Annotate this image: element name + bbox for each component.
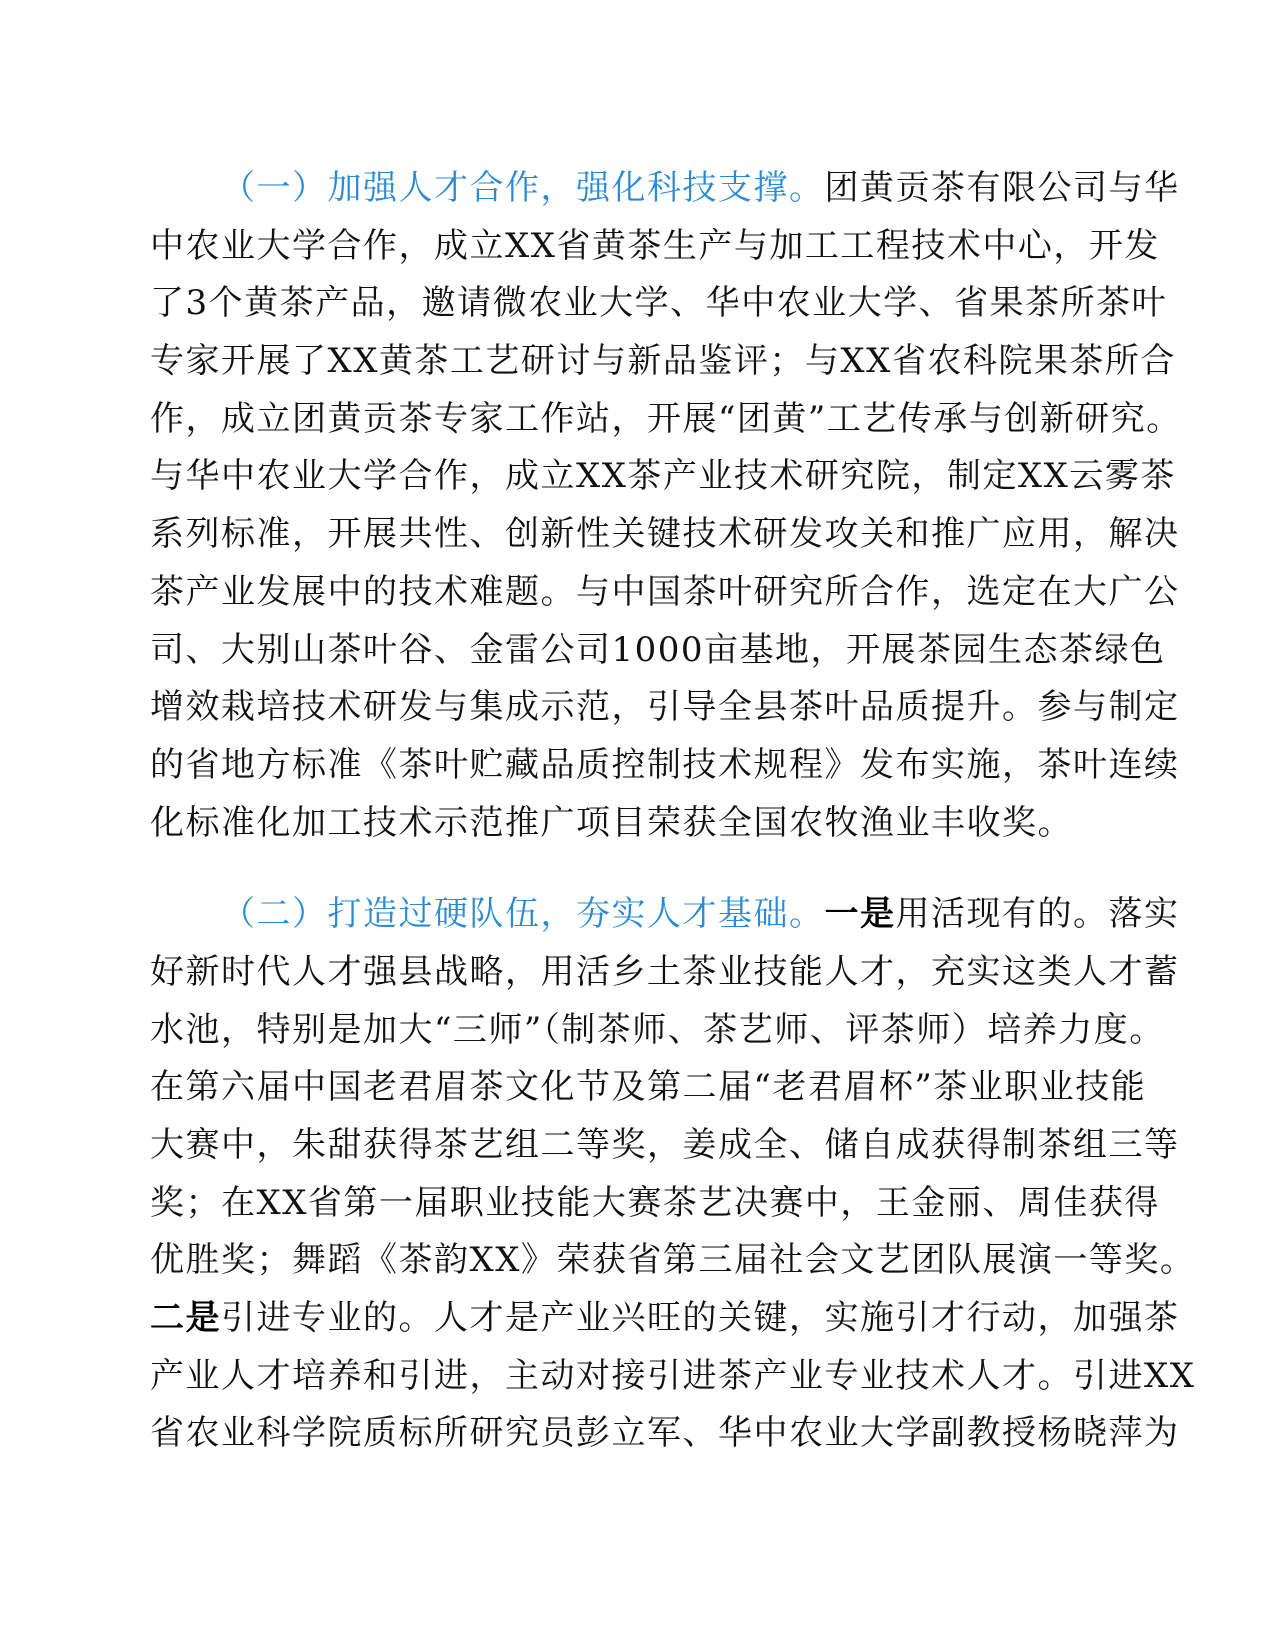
text-line <box>150 886 1180 944</box>
section-heading-2: （二）打造过硬队伍，夯实人才基础。 <box>221 894 825 935</box>
text-line: 司、大别山茶叶谷、金雷公司1000亩基地，开展茶园生态茶绿色 <box>150 629 1166 670</box>
text-line: 增效栽培技术研发与集成示范，引导全县茶叶品质提升。参与制定 <box>150 687 1180 728</box>
text-span: 团黄贡茶有限公司与华 <box>824 168 1180 208</box>
text-span: 用活现有的。落实 <box>895 894 1180 935</box>
text-line: 与华中农业大学合作，成立XX茶产业技术研究院，制定XX云雾茶 <box>150 456 1176 497</box>
text-line: 在第六届中国老君眉茶文化节及第二届“老君眉杯”茶业职业技能 <box>150 1067 1147 1108</box>
text-line <box>150 160 1180 218</box>
text-line: 大赛中，朱甜获得茶艺组二等奖，姜成全、储自成获得制茶组三等 <box>150 1125 1180 1165</box>
text-span: 引进专业的。人才是产业兴旺的关键，实施引才行动，加强茶 <box>221 1298 1180 1339</box>
section-heading-1: （一）加强人才合作，强化科技支撑。 <box>221 168 825 208</box>
text-line: 作，成立团黄贡茶专家工作站，开展“团黄”工艺传承与创新研究。 <box>150 398 1182 439</box>
text-line: 好新时代人才强县战略，用活乡土茶业技能人才，充实这类人才蓄 <box>150 951 1180 992</box>
bold-marker-second: 二是 <box>150 1298 221 1339</box>
text-line: 水池，特别是加大“三师”（制茶师、茶艺师、评茶师）培养力度。 <box>150 1009 1165 1050</box>
text-line: 产业人才培养和引进，主动对接引进茶产业专业技术人才。引进XX <box>150 1355 1196 1396</box>
text-line: 了3个黄茶产品，邀请微农业大学、华中农业大学、省果茶所茶叶 <box>150 283 1168 324</box>
text-line: 省农业科学院质标所研究员彭立军、华中农业大学副教授杨晓萍为 <box>150 1413 1180 1454</box>
paragraph-talent-cooperation <box>150 160 1182 852</box>
text-line: 专家开展了XX黄茶工艺研讨与新品鉴评；与XX省农科院果茶所合 <box>150 341 1176 382</box>
text-line: 优胜奖；舞蹈《茶韵XX》荣获省第三届社会文艺团队展演一等奖。 <box>150 1240 1196 1281</box>
text-line: 茶产业发展中的技术难题。与中国茶叶研究所合作，选定在大广公 <box>150 571 1180 612</box>
paragraph-team-building <box>150 886 1196 1463</box>
text-line: 化标准化加工技术示范推广项目荣获全国农牧渔业丰收奖。 <box>150 802 1073 843</box>
text-line: 中农业大学合作，成立XX省黄茶生产与加工工程技术中心，开发 <box>150 225 1160 266</box>
text-line: 系列标准，开展共性、创新性关键技术研发攻关和推广应用，解决 <box>150 514 1180 555</box>
text-line <box>150 1290 1180 1348</box>
document-body <box>150 160 1196 1463</box>
text-line: 的省地方标准《茶叶贮藏品质控制技术规程》发布实施，茶叶连续 <box>150 744 1180 785</box>
bold-marker-first: 一是 <box>824 894 896 935</box>
text-line: 奖；在XX省第一届职业技能大赛茶艺决赛中，王金丽、周佳获得 <box>150 1182 1160 1223</box>
